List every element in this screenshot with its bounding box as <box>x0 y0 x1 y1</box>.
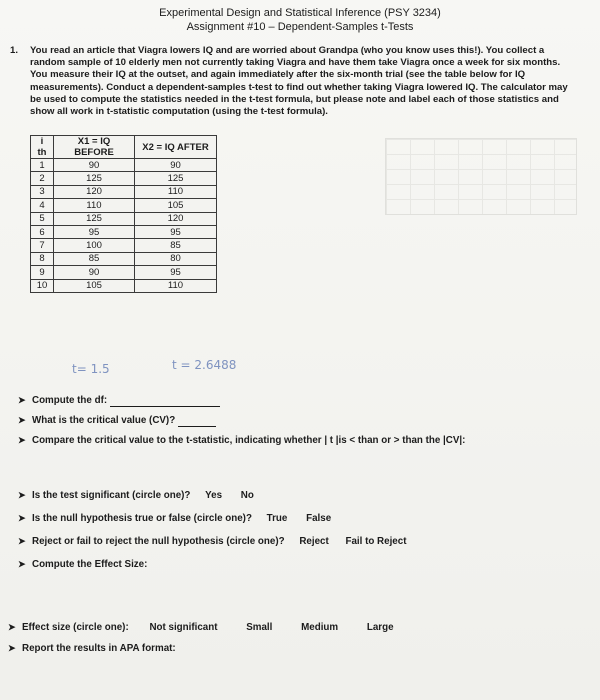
handwritten-t-value-right: t = 2.6488 <box>172 358 237 372</box>
iq-after-cell: 120 <box>135 212 217 225</box>
course-title: Experimental Design and Statistical Inference (PSY 3234) <box>159 7 441 19</box>
option-fail-to-reject[interactable]: Fail to Reject <box>345 536 407 547</box>
iq-after-cell: 80 <box>135 252 217 265</box>
item-label: Compute the df: <box>32 395 108 406</box>
col-header-iq-before: X1 = IQ BEFORE <box>54 136 135 159</box>
iq-before-cell: 120 <box>54 185 135 198</box>
faded-graph-grid <box>385 138 577 215</box>
arrow-bullet-icon: ➤ <box>18 490 26 500</box>
item-label: Is the test significant (circle one)? <box>32 490 191 501</box>
arrow-bullet-icon: ➤ <box>18 513 26 523</box>
arrow-bullet-icon: ➤ <box>8 622 16 632</box>
arrow-bullet-icon: ➤ <box>18 395 26 405</box>
iq-before-cell: 95 <box>54 225 135 238</box>
question-number: 1. <box>10 45 19 56</box>
col-header-iq-after: X2 = IQ AFTER <box>135 136 217 159</box>
arrow-bullet-icon: ➤ <box>18 536 26 546</box>
option-true[interactable]: True <box>266 513 288 524</box>
table-row <box>31 252 217 265</box>
table-row <box>31 279 217 292</box>
row-index-cell: 5 <box>31 212 54 225</box>
row-index-cell: 8 <box>31 252 54 265</box>
iq-after-cell: 95 <box>135 225 217 238</box>
iq-before-cell: 90 <box>54 159 135 172</box>
assignment-title: Assignment #10 – Dependent-Samples t-Tests <box>186 21 414 33</box>
arrow-bullet-icon: ➤ <box>18 559 26 569</box>
item-significance <box>18 489 254 502</box>
iq-before-cell: 100 <box>54 239 135 252</box>
iq-after-cell: 105 <box>135 199 217 212</box>
table-row <box>31 225 217 238</box>
iq-after-cell: 110 <box>135 279 217 292</box>
item-report-apa <box>8 642 176 655</box>
handwritten-t-value-left: t= 1.5 <box>72 362 110 376</box>
table-row <box>31 266 217 279</box>
item-label: Compare the critical value to the t-statistic, indicating whether | t |is < than or > than the |CV|: <box>32 435 466 446</box>
item-effect-size-choice <box>8 621 394 634</box>
row-index-cell: 3 <box>31 185 54 198</box>
item-label: Is the null hypothesis true or false (circle one)? <box>32 513 252 524</box>
option-false[interactable]: False <box>306 513 332 524</box>
iq-before-cell: 85 <box>54 252 135 265</box>
iq-table-body <box>31 159 217 293</box>
item-compare-cv <box>18 434 465 447</box>
question-1 <box>10 45 580 118</box>
row-index-cell: 4 <box>31 199 54 212</box>
item-critical-value <box>18 414 216 427</box>
iq-after-cell: 90 <box>135 159 217 172</box>
option-small[interactable]: Small <box>246 622 273 633</box>
table-row <box>31 212 217 225</box>
iq-after-cell: 110 <box>135 185 217 198</box>
item-compute-df <box>18 394 220 407</box>
arrow-bullet-icon: ➤ <box>18 415 26 425</box>
option-reject[interactable]: Reject <box>299 536 329 547</box>
table-header-row <box>31 136 217 159</box>
question-text: You read an article that Viagra lowers IQ and are worried about Grandpa (who you know uses this!). You collect a random sample of 10 elderly men not currently taking Viagra and have them take Viagra once a week for six months. You measure their IQ at the outset, and again immediately after the six-month trial (see the table below for IQ measurements). Conduct a dependent-samples t-test to find out whether taking Viagra lowered IQ. The calculator may be used to compute the statistics needed in the t-test formula, but please note and label each of those statistics and show all work in t-statistic computation (using the t-test formula). <box>30 45 568 118</box>
table-row <box>31 159 217 172</box>
row-index-cell: 7 <box>31 239 54 252</box>
iq-after-cell: 85 <box>135 239 217 252</box>
iq-after-cell: 95 <box>135 266 217 279</box>
arrow-bullet-icon: ➤ <box>18 435 26 445</box>
item-null-hypothesis <box>18 512 331 525</box>
iq-before-cell: 90 <box>54 266 135 279</box>
row-index-cell: 9 <box>31 266 54 279</box>
option-medium[interactable]: Medium <box>301 622 339 633</box>
option-yes[interactable]: Yes <box>205 490 223 501</box>
item-label: What is the critical value (CV)? <box>32 415 176 426</box>
iq-before-cell: 110 <box>54 199 135 212</box>
arrow-bullet-icon: ➤ <box>8 643 16 653</box>
row-index-cell: 6 <box>31 225 54 238</box>
option-large[interactable]: Large <box>366 622 394 633</box>
table-row <box>31 185 217 198</box>
iq-before-cell: 125 <box>54 212 135 225</box>
table-row <box>31 172 217 185</box>
iq-table <box>30 135 217 293</box>
row-index-cell: 2 <box>31 172 54 185</box>
row-index-cell: 10 <box>31 279 54 292</box>
document-header <box>0 6 600 34</box>
item-label: Effect size (circle one): <box>22 622 129 633</box>
item-label: Reject or fail to reject the null hypothesis (circle one)? <box>32 536 285 547</box>
iq-after-cell: 125 <box>135 172 217 185</box>
table-row <box>31 199 217 212</box>
row-index-cell: 1 <box>31 159 54 172</box>
item-label: Report the results in APA format: <box>22 643 176 654</box>
item-reject-null <box>18 535 406 548</box>
iq-before-cell: 125 <box>54 172 135 185</box>
cv-answer-blank[interactable] <box>178 416 216 427</box>
item-label: Compute the Effect Size: <box>32 559 148 570</box>
option-no[interactable]: No <box>240 490 254 501</box>
iq-before-cell: 105 <box>54 279 135 292</box>
table-row <box>31 239 217 252</box>
col-header-index: i th <box>31 136 54 159</box>
df-answer-blank[interactable] <box>110 396 220 407</box>
option-not-significant[interactable]: Not significant <box>149 622 218 633</box>
item-compute-effect-size <box>18 558 147 571</box>
